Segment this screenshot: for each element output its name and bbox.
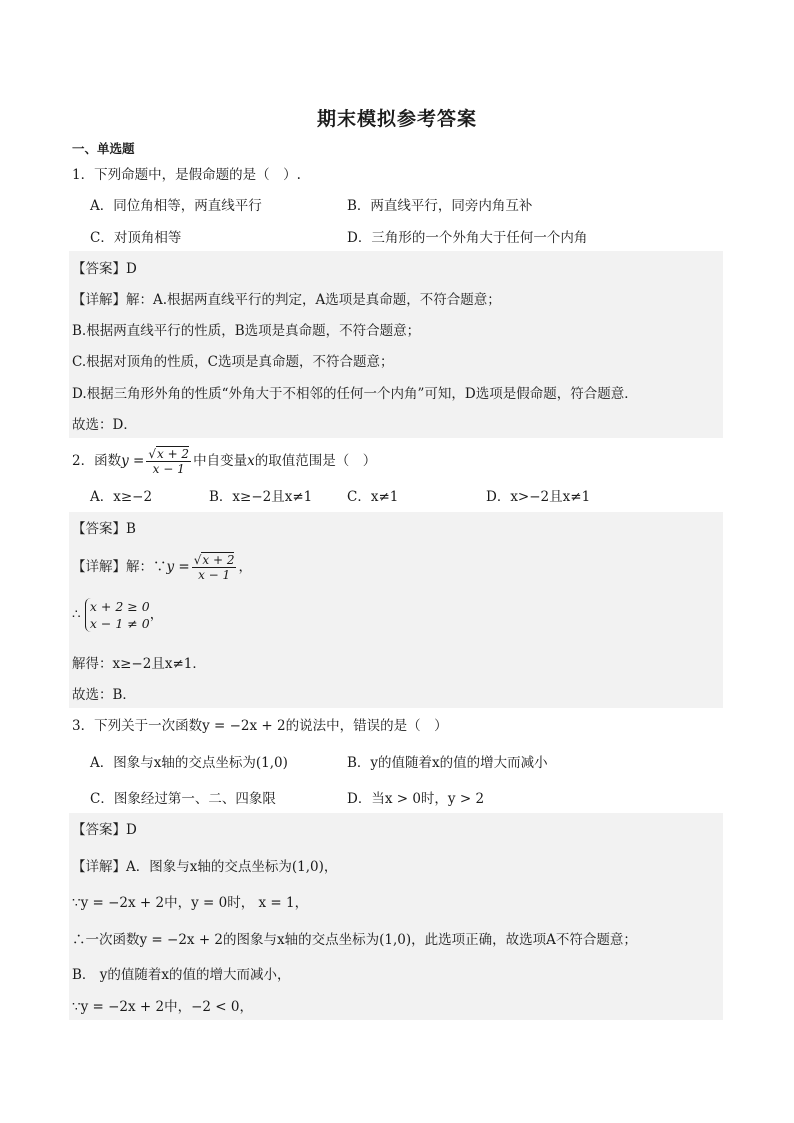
q3-explanation-line: B． y的值随着x的值的增大而减小， [72, 967, 291, 983]
q3-explanation-line: ∵y = −2x + 2中，−2 < 0， [72, 999, 253, 1015]
q3-option-d: D．当x > 0时，y > 2 [347, 791, 485, 807]
q1-explanation-line: D.根据三角形外角的性质“外角大于不相邻的任何一个内角”可知，D选项是假命题，符合题意． [72, 386, 638, 402]
q2-fraction-numerator: x + 2 [156, 447, 190, 461]
q2-y-equals: y = [121, 453, 145, 469]
q2-solution: 解得：x≥−2且x≠1． [72, 656, 206, 672]
q1-answer: 【答案】D [72, 261, 137, 277]
q2-y-equals: y = [166, 559, 190, 575]
radical-sign-icon: √ [148, 447, 156, 461]
q3-answer-panel [69, 813, 723, 1020]
q1-explanation-line: 【详解】解：A.根据两直线平行的判定，A选项是真命题，不符合题意； [72, 292, 501, 308]
q1-option-c: C．对顶角相等 [90, 230, 182, 246]
q2-explanation-suffix: ， [238, 559, 252, 575]
q2-stem-middle: 中自变量 [193, 453, 248, 469]
q2-variable: x [247, 453, 255, 469]
q2-fraction-numerator: x + 2 [202, 553, 235, 567]
q2-inequality-1: x + 2 ≥ 0 [89, 599, 150, 614]
radical-sign-icon: √ [193, 553, 202, 567]
brace-system [85, 598, 150, 632]
q2-inequality-system [72, 598, 163, 632]
q1-option-d: D．三角形的一个外角大于任何一个内角 [347, 230, 588, 246]
q3-stem: 3．下列关于一次函数y = −2x + 2的说法中，错误的是（ ） [72, 718, 448, 734]
q2-option-b: B．x≥−2且x≠1 [209, 489, 313, 505]
q1-option-b: B．两直线平行，同旁内角互补 [347, 198, 533, 214]
q1-option-a: A．同位角相等，两直线平行 [90, 198, 262, 214]
q2-explanation-prefix: 【详解】解：∵ [72, 559, 167, 575]
q3-explanation-line: 【详解】A．图象与x轴的交点坐标为(1,0)， [72, 859, 338, 875]
q2-stem-prefix: 2．函数 [72, 453, 122, 469]
q1-stem: 1．下列命题中，是假命题的是（ ）. [72, 167, 301, 183]
section-heading: 一、单选题 [72, 141, 135, 156]
q1-conclusion: 故选：D． [72, 417, 137, 433]
q2-option-d: D．x>−2且x≠1 [486, 489, 591, 505]
q2-fraction-denominator: x − 1 [198, 568, 231, 582]
q2-fraction [146, 447, 191, 476]
q2-stem-end: 的取值范围是（ ） [254, 453, 377, 469]
q3-option-b: B．y的值随着x的值的增大而减小 [347, 755, 548, 771]
q2-explanation-line [72, 553, 252, 582]
therefore-symbol: ∴ [72, 606, 81, 623]
q1-explanation-line: B.根据两直线平行的性质，B选项是真命题，不符合题意； [72, 323, 421, 339]
q1-answer-panel [69, 251, 723, 438]
q1-explanation-line: C.根据对顶角的性质，C选项是真命题，不符合题意； [72, 354, 394, 370]
q2-stem [72, 447, 376, 476]
q2-option-a: A．x≥−2 [90, 489, 153, 505]
q2-option-c: C．x≠1 [347, 489, 399, 505]
q3-explanation-line: ∵y = −2x + 2中，y = 0时， x = 1， [72, 895, 309, 911]
q3-answer: 【答案】D [72, 822, 137, 838]
q2-conclusion: 故选：B． [72, 687, 136, 703]
q2-answer: 【答案】B [72, 521, 136, 537]
q2-answer-panel [69, 512, 723, 708]
q2-fraction-denominator: x − 1 [152, 462, 185, 476]
q2-fraction [192, 553, 237, 582]
q3-explanation-line: ∴一次函数y = −2x + 2的图象与x轴的交点坐标为(1,0)，此选项正确，故选项A不符合题意； [72, 932, 637, 948]
q3-option-c: C．图象经过第一、二、四象限 [90, 791, 276, 807]
q2-system-end: ， [149, 606, 164, 623]
page-title: 期末模拟参考答案 [316, 108, 477, 130]
q3-option-a: A．图象与x轴的交点坐标为(1,0) [90, 755, 288, 771]
q2-inequality-2: x − 1 ≠ 0 [89, 616, 150, 631]
